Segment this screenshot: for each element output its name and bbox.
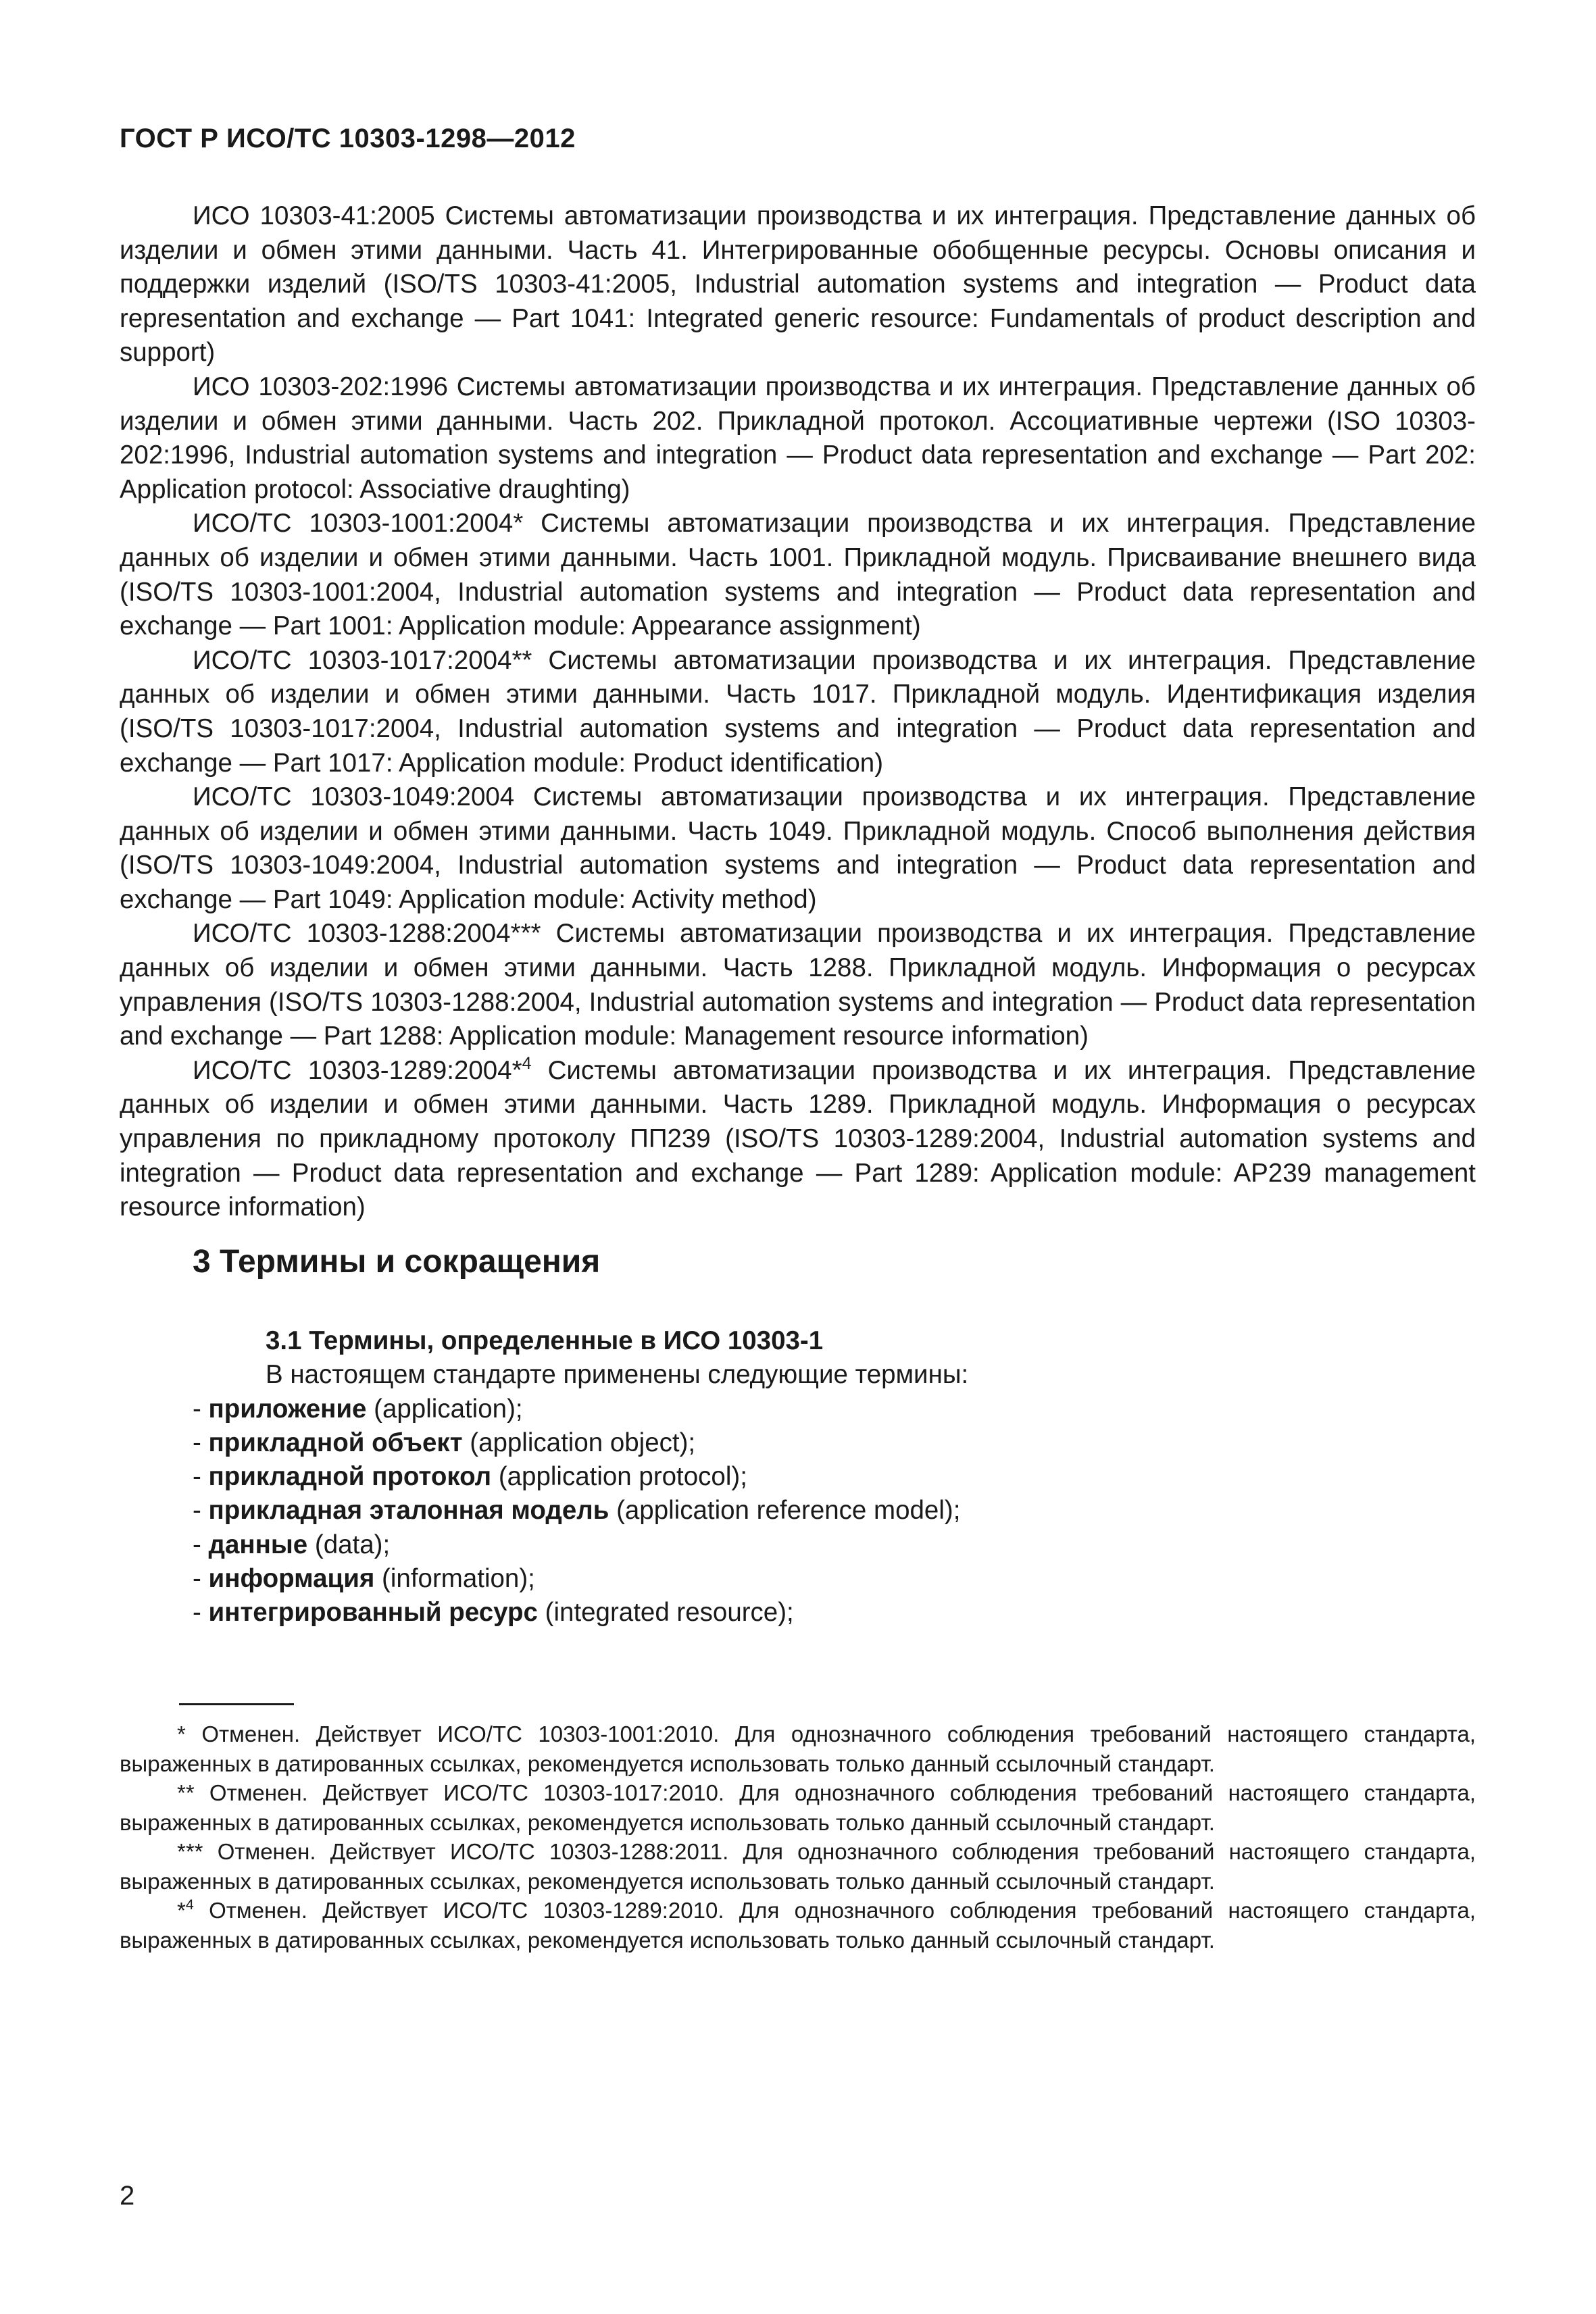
term-name: информация [208, 1564, 375, 1594]
term-item: - прикладной протокол (application protocol); [193, 1462, 747, 1492]
footnote-mark: *** [177, 1839, 203, 1864]
term-item: - прикладная эталонная модель (application reference model); [193, 1496, 961, 1526]
term-english: (data); [307, 1530, 391, 1559]
term-english: (application object); [462, 1428, 696, 1457]
footnote-text: Отменен. Действует ИСО/ТС 10303-1001:2010. Для однозначного соблюдения требований настоящего стандарта, выраженных в датированных ссылках, рекомендуется использовать только данный ссылочный стандарт. [120, 1721, 1476, 1776]
footnote-mark: * [177, 1898, 186, 1923]
term-english: (information); [374, 1564, 535, 1594]
term-name: приложение [208, 1394, 367, 1424]
reference-item [120, 1054, 1476, 1225]
term-english: (integrated resource); [537, 1598, 794, 1628]
reference-item: ИСО/ТС 10303-1017:2004** Системы автоматизации производства и их интеграция. Представление данных об изделии и обмен этими данными. Часть 1017. Прикладной модуль. Идентификация изделия (ISO/TS 10303-1017:2004, Industrial automation systems and integration — Product data representation and exchange — Part 1017: Application module: Product identification) [120, 645, 1476, 778]
footnote [120, 1837, 1476, 1896]
section-title: 3 Термины и сокращения [193, 1244, 601, 1280]
terms-section [193, 1324, 1476, 1630]
footnote-text: Отменен. Действует ИСО/ТС 10303-1289:2010. Для однозначного соблюдения требований настоящего стандарта, выраженных в датированных ссылках, рекомендуется использовать только данный ссылочный стандарт. [120, 1898, 1476, 1953]
footnote-text: Отменен. Действует ИСО/ТС 10303-1017:2010. Для однозначного соблюдения требований настоящего стандарта, выраженных в датированных ссылках, рекомендуется использовать только данный ссылочный стандарт. [120, 1780, 1476, 1835]
footnote-superscript: 4 [522, 1053, 532, 1073]
term-item: - приложение (application); [193, 1394, 523, 1424]
footnote [120, 1778, 1476, 1837]
page-number: 2 [120, 2181, 135, 2211]
term-item: - прикладной объект (application object); [193, 1428, 696, 1457]
term-item: - информация (information); [193, 1564, 535, 1594]
footnote-text: Отменен. Действует ИСО/ТС 10303-1288:2011. Для однозначного соблюдения требований настоящего стандарта, выраженных в датированных ссылках, рекомендуется использовать только данный ссылочный стандарт. [120, 1839, 1476, 1894]
document-header: ГОСТ Р ИСО/ТС 10303-1298—2012 [120, 124, 576, 153]
reference-item: ИСО/ТС 10303-1049:2004 Системы автоматизации производства и их интеграция. Представление данных об изделии и обмен этими данными. Часть 1049. Прикладной модуль. Способ выполнения действия (ISO/TS 10303-1049:2004, Industrial automation systems and integration — Product data representation and exchange — Part 1049: Application module: Activity method) [120, 782, 1476, 914]
reference-rest: Системы автоматизации производства и их интеграция. Представление данных об изделии и обмен этими данными. Часть 1289. Прикладной модуль. Информация о ресурсах управления по прикладному протоколу ПП239 (ISO/TS 10303-1289:2004, Industrial automation systems and integration — Product data representation and exchange — Part 1289: Application module: AP239 management resource information) [120, 1055, 1476, 1222]
terms-intro: В настоящем стандарте применены следующие термины: [266, 1360, 969, 1390]
term-english: (application reference model); [609, 1496, 961, 1526]
reference-item: ИСО 10303-202:1996 Системы автоматизации производства и их интеграция. Представление данных об изделии и обмен этими данными. Часть 202. Прикладной протокол. Ассоциативные чертежи (ISO 10303-202:1996, Industrial automation systems and integration — Product data representation and exchange — Part 202: Application protocol: Associative draughting) [120, 372, 1476, 504]
footnote-mark: ** [177, 1780, 195, 1805]
footnote [120, 1719, 1476, 1778]
reference-item: ИСО 10303-41:2005 Системы автоматизации производства и их интеграция. Представление данных об изделии и обмен этими данными. Часть 41. Интегрированные обобщенные ресурсы. Основы описания и поддержки изделий (ISO/TS 10303-41:2005, Industrial automation systems and integration — Product data representation and exchange — Part 1041: Integrated generic resource: Fundamentals of product description and support) [120, 201, 1476, 368]
term-english: (application); [366, 1394, 523, 1424]
subsection-title: 3.1 Термины, определенные в ИСО 10303-1 [266, 1326, 824, 1355]
footnote-mark: * [177, 1721, 186, 1746]
footnote-superscript: 4 [185, 1896, 194, 1913]
normative-references [120, 199, 1476, 1225]
footnote [120, 1896, 1476, 1955]
term-name: прикладной объект [208, 1428, 463, 1457]
footnote-divider [179, 1703, 294, 1705]
term-english: (application protocol); [491, 1462, 747, 1492]
term-name: прикладной протокол [208, 1462, 492, 1492]
term-name: данные [208, 1530, 308, 1559]
reference-item: ИСО/ТС 10303-1288:2004*** Системы автоматизации производства и их интеграция. Представление данных об изделии и обмен этими данными. Часть 1288. Прикладной модуль. Информация о ресурсах управления (ISO/TS 10303-1288:2004, Industrial automation systems and integration — Product data representation and exchange — Part 1288: Application module: Management resource information) [120, 919, 1476, 1051]
term-item: - данные (data); [193, 1530, 391, 1559]
footnotes [120, 1719, 1476, 1955]
term-item: - интегрированный ресурс (integrated resource); [193, 1598, 794, 1628]
reference-lead: ИСО/ТС 10303-1289:2004* [193, 1055, 522, 1085]
reference-item: ИСО/ТС 10303-1001:2004* Системы автоматизации производства и их интеграция. Представление данных об изделии и обмен этими данными. Часть 1001. Прикладной модуль. Присваивание внешнего вида (ISO/TS 10303-1001:2004, Industrial automation systems and integration — Product data representation and exchange — Part 1001: Application module: Appearance assignment) [120, 509, 1476, 641]
term-name: прикладная эталонная модель [208, 1496, 609, 1526]
term-name: интегрированный ресурс [208, 1598, 538, 1628]
terms-list [193, 1392, 1476, 1630]
document-page [120, 0, 1476, 2314]
